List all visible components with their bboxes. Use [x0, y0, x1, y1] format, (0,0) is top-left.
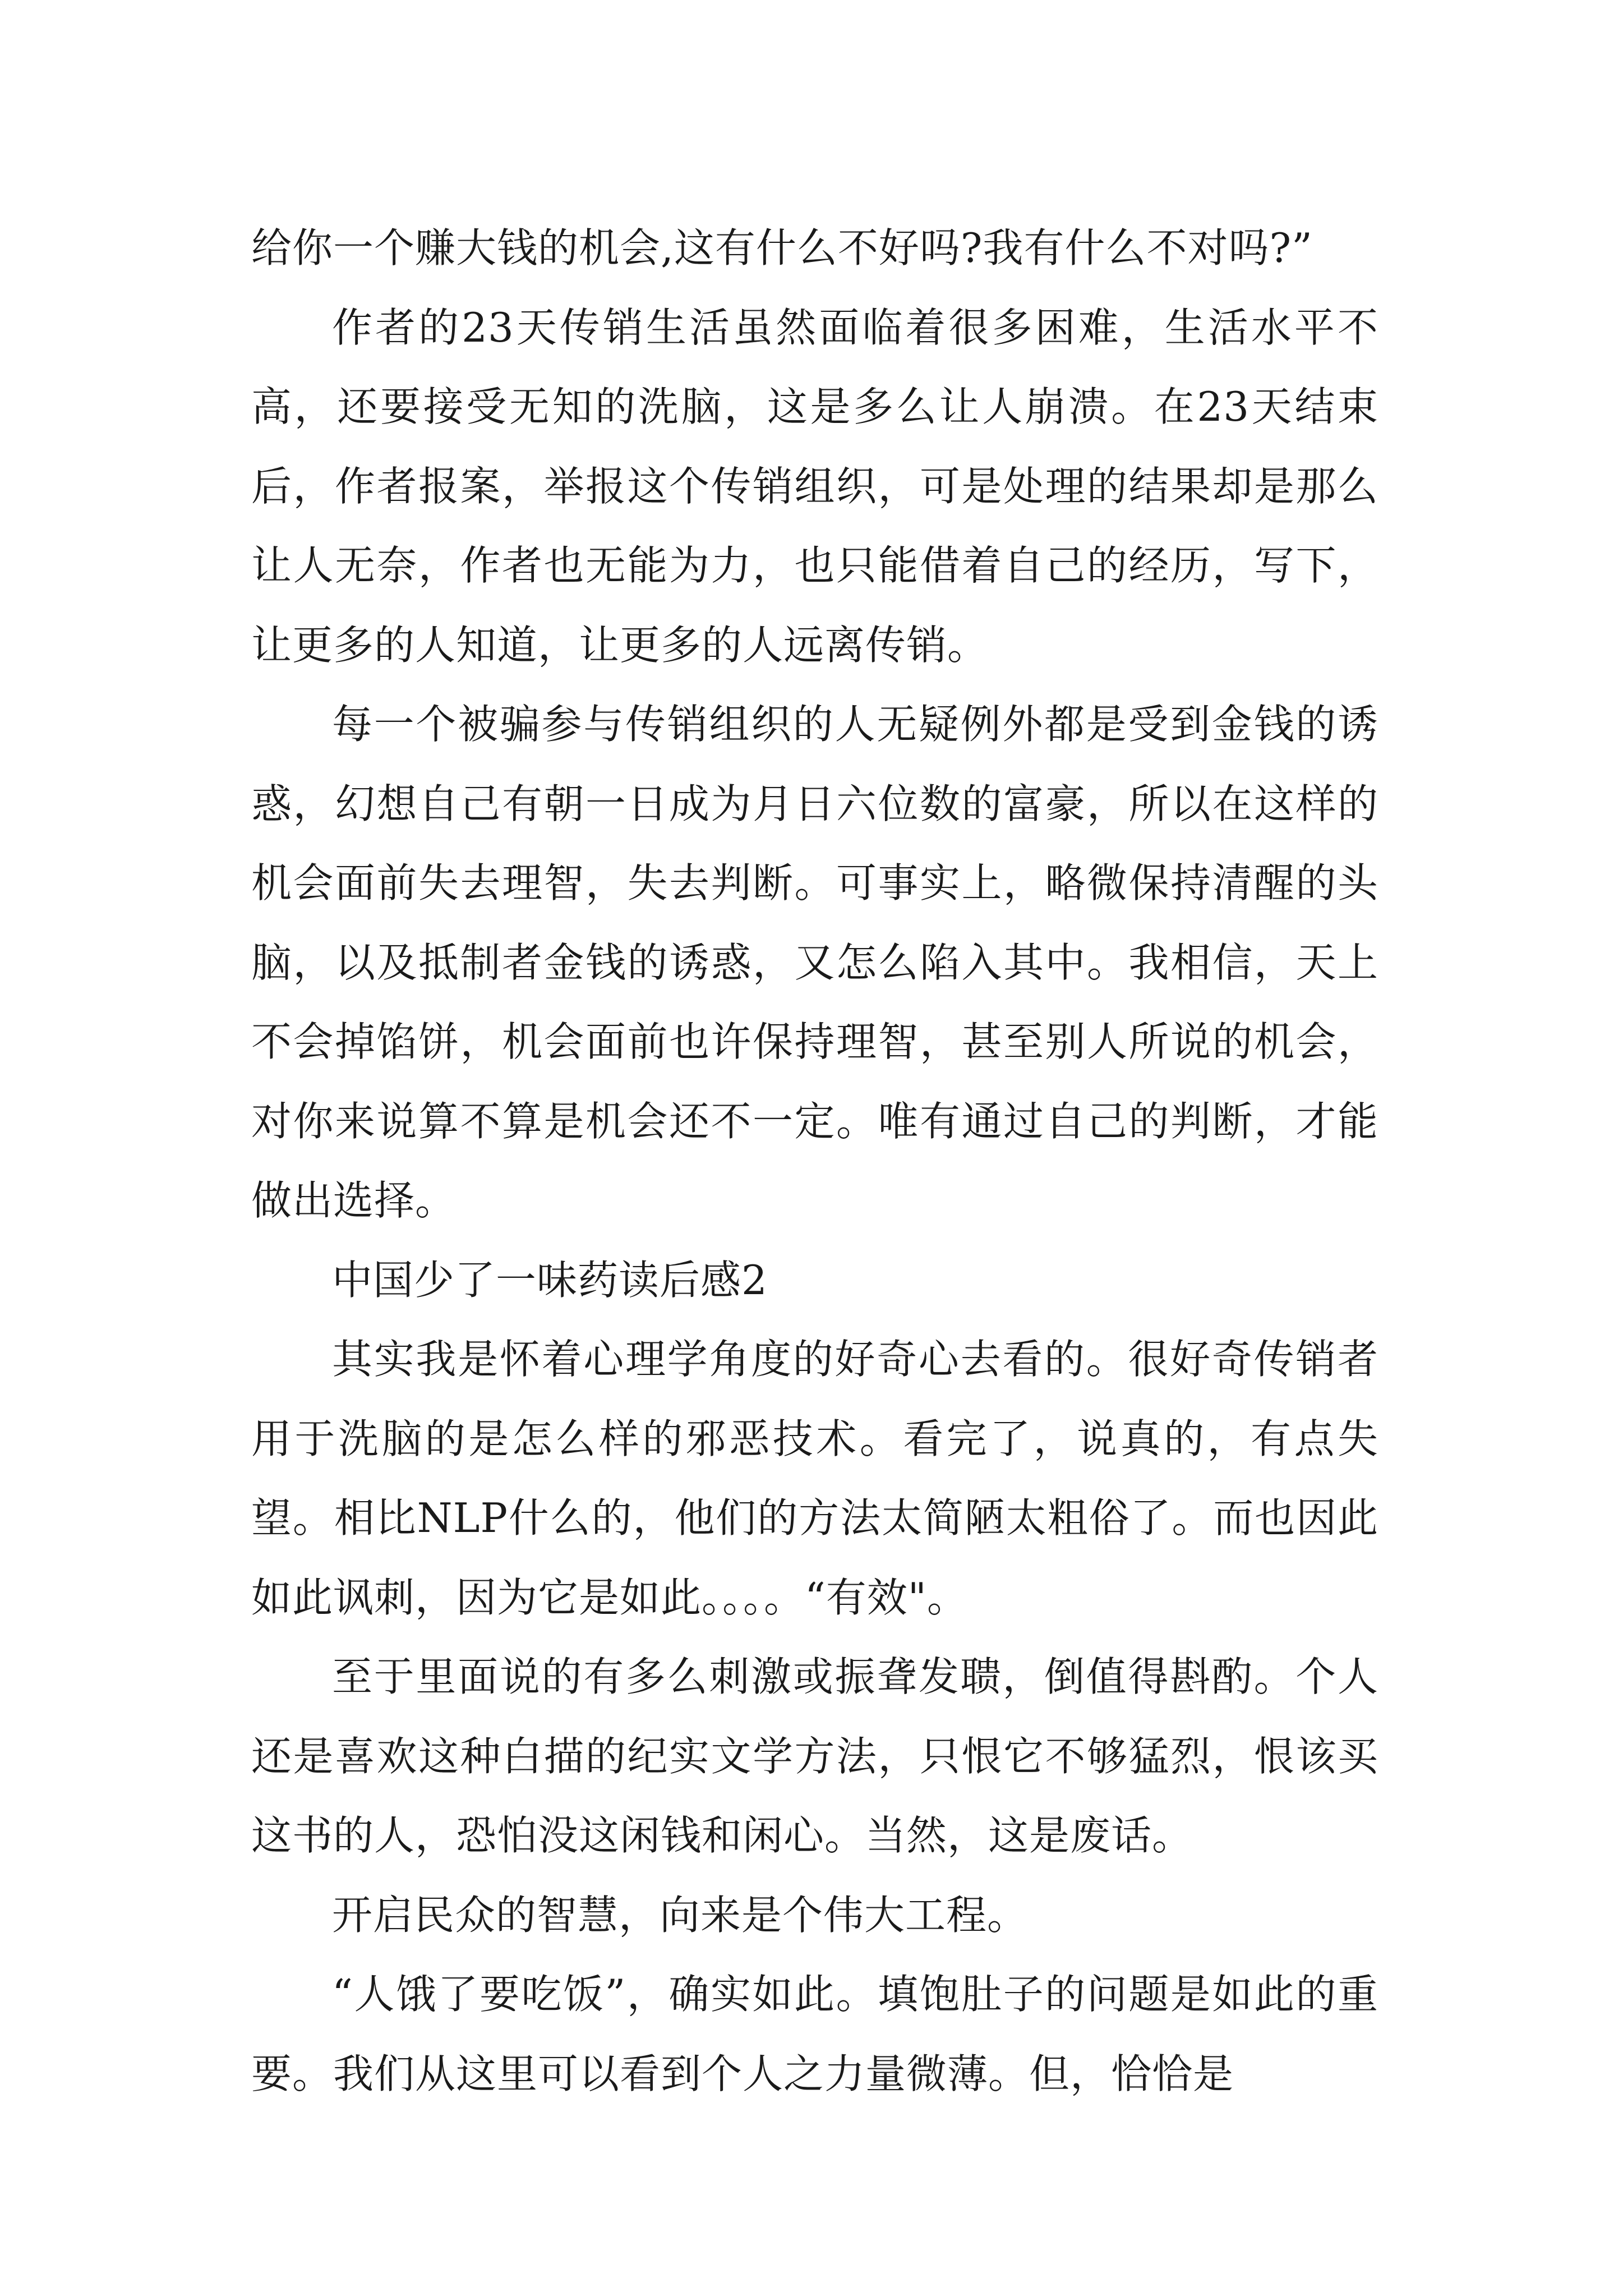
paragraph-3: 每一个被骗参与传销组织的人无疑例外都是受到金钱的诱惑，幻想自己有朝一日成为月日六位数的富豪，所以在这样的机会面前失去理智，失去判断。可事实上，略微保持清醒的头脑，以及抵制者金钱的诱惑，又怎么陷入其中。我相信，天上不会掉馅饼，机会面前也许保持理智，甚至别人所说的机会，对你来说算不算是机会还不一定。唯有通过自己的判断，才能做出选择。 — [251, 701, 1378, 1224]
paragraph-8: “人饿了要吃饭”，确实如此。填饱肚子的问题是如此的重要。我们从这里可以看到个人之力量微薄。但，恰恰是 — [251, 1971, 1378, 2097]
section-heading: 中国少了一味药读后感2 — [332, 1256, 768, 1304]
paragraph-5: 其实我是怀着心理学角度的好奇心去看的。很好奇传销者用于洗脑的是怎么样的邪恶技术。看完了，说真的，有点失望。相比NLP什么的，他们的方法太简陋太粗俗了。而也因此如此讽刺，因为它是如此。。。。“有效"。 — [251, 1336, 1378, 1621]
paragraph-2: 作者的23天传销生活虽然面临着很多困难，生活水平不高，还要接受无知的洗脑，这是多么让人崩溃。在23天结束后，作者报案，举报这个传销组织，可是处理的结果却是那么让人无奈，作者也无能为力，也只能借着自己的经历，写下，让更多的人知道，让更多的人远离传销。 — [251, 303, 1378, 669]
paragraph-6: 至于里面说的有多么刺激或振聋发聩，倒值得斟酌。个人还是喜欢这种白描的纪实文学方法，只恨它不够猛烈，恨该买这书的人，恐怕没这闲钱和闲心。当然，这是废话。 — [251, 1653, 1378, 1859]
paragraph-7: 开启民众的智慧，向来是个伟大工程。 — [332, 1891, 1029, 1939]
document-body — [251, 209, 1378, 2114]
paragraph-1: 给你一个赚大钱的机会,这有什么不好吗?我有什么不对吗?” — [251, 224, 1313, 272]
